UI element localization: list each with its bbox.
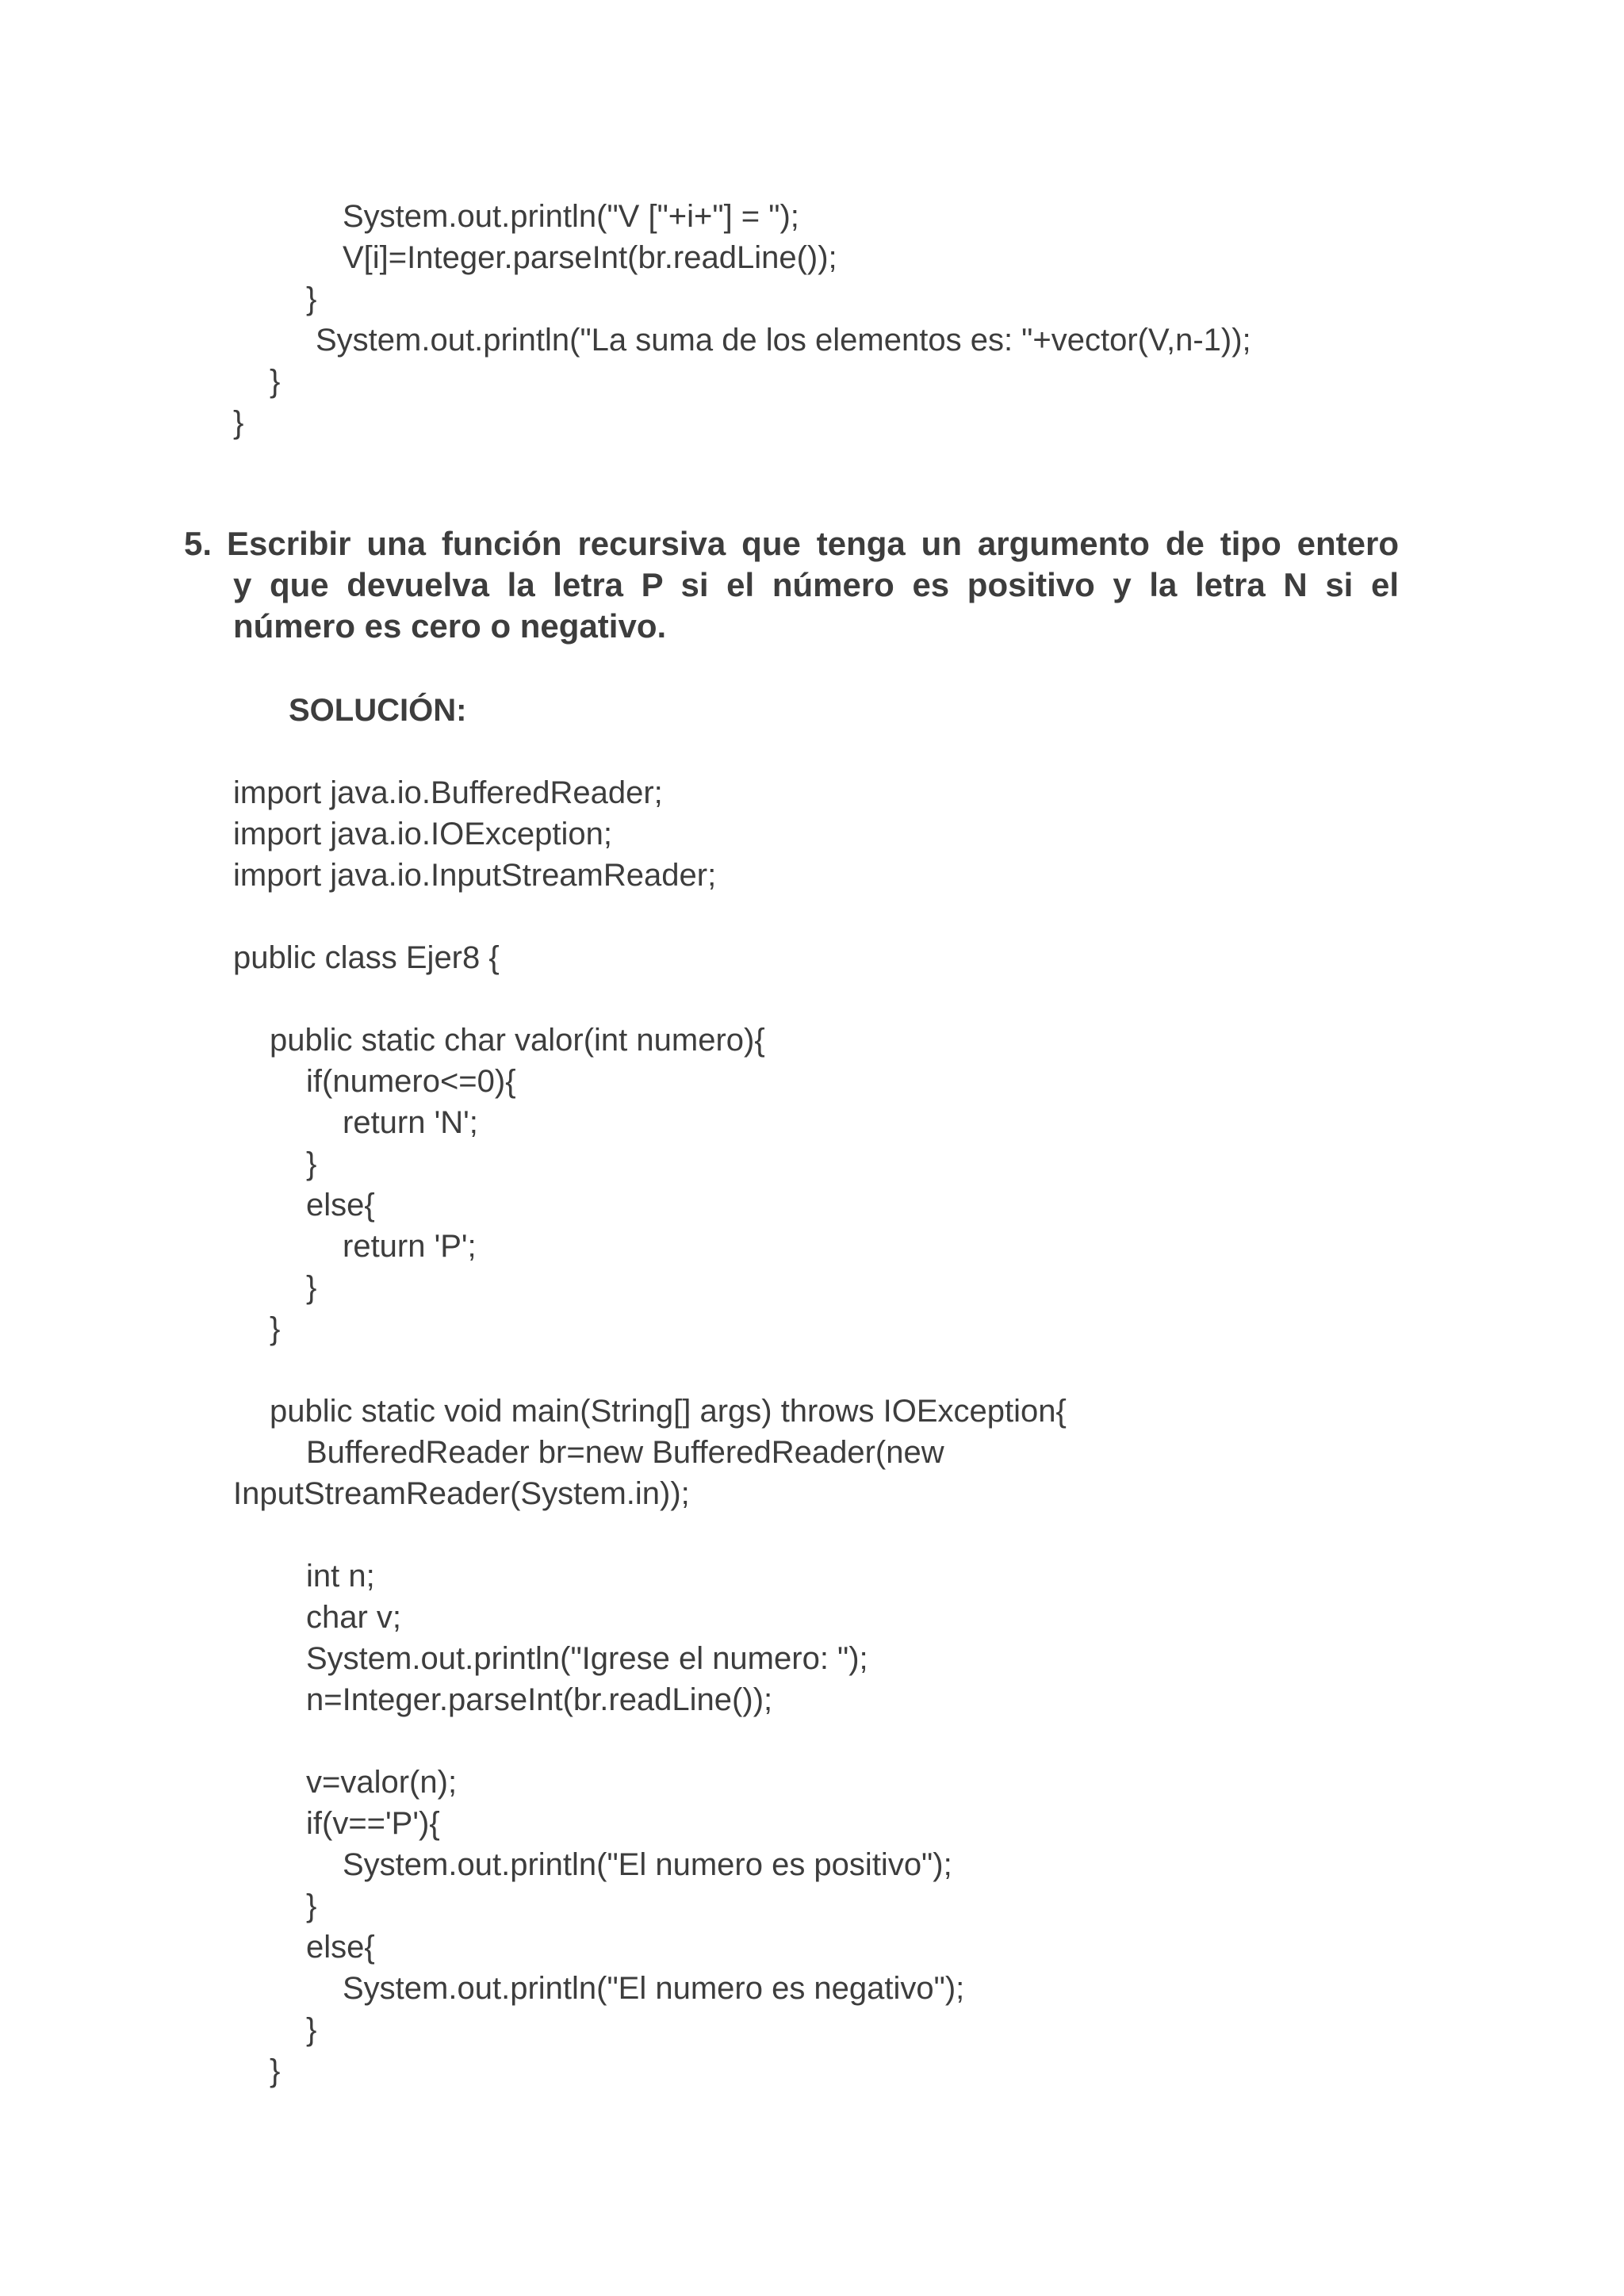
code-line: import java.io.IOException; bbox=[233, 817, 612, 851]
code-line: import java.io.BufferedReader; bbox=[233, 775, 663, 810]
code-line: System.out.println("El numero es positivo"); bbox=[343, 1847, 952, 1882]
exercise-statement-line: Escribir una función recursiva que tenga un argumento de tipo entero bbox=[227, 525, 1399, 562]
exercise-statement-line: número es cero o negativo. bbox=[233, 607, 667, 645]
code-line: else{ bbox=[306, 1188, 375, 1223]
code-line: } bbox=[270, 364, 281, 399]
code-line: public static void main(String[] args) throws IOException{ bbox=[270, 1394, 1067, 1429]
code-line: public class Ejer8 { bbox=[233, 940, 500, 975]
code-line: if(v=='P'){ bbox=[306, 1806, 440, 1841]
solution-heading: SOLUCIÓN: bbox=[289, 693, 467, 728]
code-line: InputStreamReader(System.in)); bbox=[233, 1476, 690, 1511]
code-line: System.out.println("El numero es negativo"); bbox=[343, 1971, 965, 2006]
code-line: } bbox=[306, 1888, 317, 1923]
code-line: System.out.println("La suma de los elementos es: "+vector(V,n-1)); bbox=[316, 323, 1251, 358]
code-line: if(numero<=0){ bbox=[306, 1064, 516, 1099]
code-line: else{ bbox=[306, 1930, 375, 1965]
exercise-statement-line: y que devuelva la letra P si el número es positivo y la letra N si el bbox=[233, 566, 1399, 603]
code-line: n=Integer.parseInt(br.readLine()); bbox=[306, 1682, 773, 1717]
code-line: } bbox=[306, 1146, 317, 1181]
code-line: return 'P'; bbox=[343, 1229, 477, 1264]
code-line: v=valor(n); bbox=[306, 1765, 458, 1800]
code-line: System.out.println("V ["+i+"] = "); bbox=[343, 199, 799, 234]
code-line: BufferedReader br=new BufferedReader(new bbox=[306, 1435, 944, 1470]
code-line: } bbox=[306, 2012, 317, 2047]
code-line: V[i]=Integer.parseInt(br.readLine()); bbox=[343, 240, 837, 275]
code-line: int n; bbox=[306, 1559, 375, 1594]
code-line: } bbox=[306, 1270, 317, 1305]
exercise-number: 5. bbox=[184, 525, 213, 562]
code-line: import java.io.InputStreamReader; bbox=[233, 858, 717, 893]
code-line: public static char valor(int numero){ bbox=[270, 1023, 765, 1058]
code-line: char v; bbox=[306, 1600, 402, 1635]
code-line: } bbox=[270, 1311, 281, 1346]
code-line: System.out.println("Igrese el numero: "); bbox=[306, 1641, 868, 1676]
code-line: } bbox=[306, 281, 317, 316]
code-line: return 'N'; bbox=[343, 1105, 478, 1140]
code-line: } bbox=[233, 405, 244, 440]
code-line: } bbox=[270, 2053, 281, 2088]
